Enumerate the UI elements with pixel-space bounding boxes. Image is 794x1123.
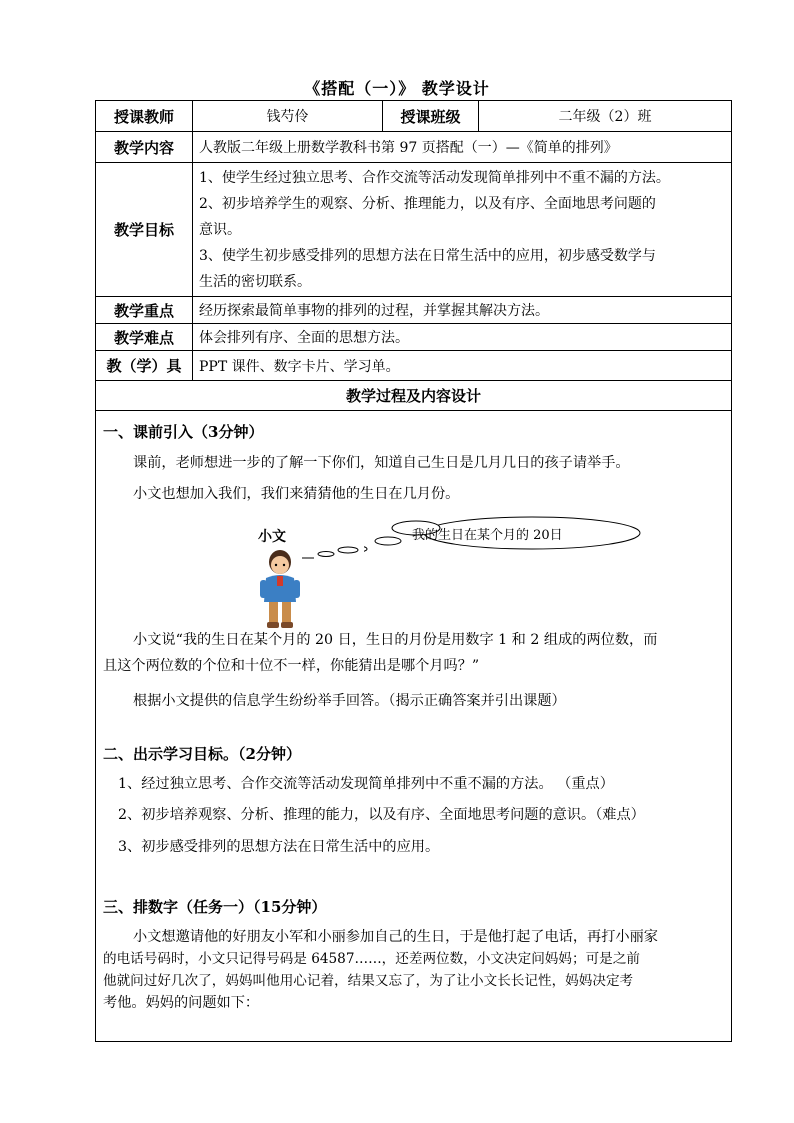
goal-line-4: 3、使学生初步感受排列的思想方法在日常生活中的应用，初步感受数学与 <box>199 248 656 264</box>
key-point-label: 教学重点 <box>96 297 193 323</box>
intro-paragraph-3b: 且这个两位数的个位和十位不一样，你能猜出是哪个月吗？” <box>103 658 480 674</box>
content-label: 教学内容 <box>96 132 193 162</box>
row-tools <box>96 351 731 381</box>
document-title: 《搭配（一）》 教学设计 <box>304 79 490 98</box>
task1-line-2: 的电话号码时，小文只记得号码是 64587……，还差两位数，小文决定问妈妈；可是之前 <box>103 951 640 967</box>
class-name: 二年级（2）班 <box>558 109 652 125</box>
goal-line-1: 1、使学生经过独立思考、合作交流等活动发现简单排列中不重不漏的方法。 <box>199 170 670 186</box>
row-teacher <box>96 101 731 132</box>
teacher-name: 钱芍伶 <box>193 101 383 131</box>
section-task1-heading: 三、排数字（任务一）（15分钟） <box>103 898 327 916</box>
intro-paragraph-1: 课前，老师想进一步的了解一下你们，知道自己生日是几月几日的孩子请举手。 <box>133 455 630 471</box>
row-key-point <box>96 297 731 324</box>
task1-line-3: 他就问过好几次了，妈妈叫他用心记着，结果又忘了，为了让小文长长记性，妈妈决定考 <box>103 973 634 989</box>
section-goals-heading: 二、出示学习目标。（2分钟） <box>103 745 301 763</box>
row-process-title <box>96 381 731 411</box>
task1-line-4: 考他。妈妈的问题如下： <box>103 995 260 1011</box>
thought-dots <box>300 542 370 562</box>
learning-goal-3: 3、初步感受排列的思想方法在日常生活中的应用。 <box>118 839 440 855</box>
class-label: 授课班级 <box>383 101 479 131</box>
intro-paragraph-4: 根据小文提供的信息学生纷纷举手回答。（揭示正确答案并引出课题） <box>133 693 566 709</box>
process-title: 教学过程及内容设计 <box>345 387 481 405</box>
difficulty-value: 体会排列有序、全面的思想方法。 <box>199 330 409 346</box>
tools-value: PPT 课件、数字卡片、学习单。 <box>199 358 400 375</box>
learning-goal-2: 2、初步培养观察、分析、推理的能力，以及有序、全面地思考问题的意识。（难点） <box>118 807 645 823</box>
key-point-value: 经历探索最简单事物的排列的过程，并掌握其解决方法。 <box>199 303 549 319</box>
difficulty-label: 教学难点 <box>96 324 193 350</box>
goal-line-2: 2、初步培养学生的观察、分析、推理能力，以及有序、全面地思考问题的 <box>199 196 656 212</box>
intro-paragraph-3a: 小文说“我的生日在某个月的 20 日，生日的月份是用数字 1 和 2 组成的两位数，而 <box>133 632 658 648</box>
goal-line-5: 生活的密切联系。 <box>199 274 311 290</box>
intro-paragraph-2: 小文也想加入我们，我们来猜猜他的生日在几月份。 <box>133 486 460 502</box>
learning-goal-1: 1、经过独立思考、合作交流等活动发现简单排列中不重不漏的方法。 （重点） <box>118 776 614 792</box>
goals-list <box>193 163 731 296</box>
teacher-label: 授课教师 <box>96 101 193 131</box>
row-content <box>96 132 731 163</box>
row-difficulty <box>96 324 731 351</box>
goal-line-3: 意识。 <box>199 222 241 238</box>
speech-bubble-text: 我的生日在某个月的 20日 <box>412 528 563 543</box>
character-name: 小文 <box>258 529 286 545</box>
boy-illustration-icon <box>256 548 304 630</box>
section-intro-heading: 一、课前引入（3分钟） <box>103 423 264 441</box>
task1-line-1: 小文想邀请他的好朋友小军和小丽参加自己的生日，于是他打起了电话，再打小丽家 <box>133 929 658 945</box>
content-value: 人教版二年级上册数学教科书第 97 页搭配（一）—《简单的排列》 <box>199 140 618 156</box>
goals-label: 教学目标 <box>96 163 193 296</box>
tools-label: 教（学）具 <box>96 351 193 380</box>
row-goals <box>96 163 731 297</box>
